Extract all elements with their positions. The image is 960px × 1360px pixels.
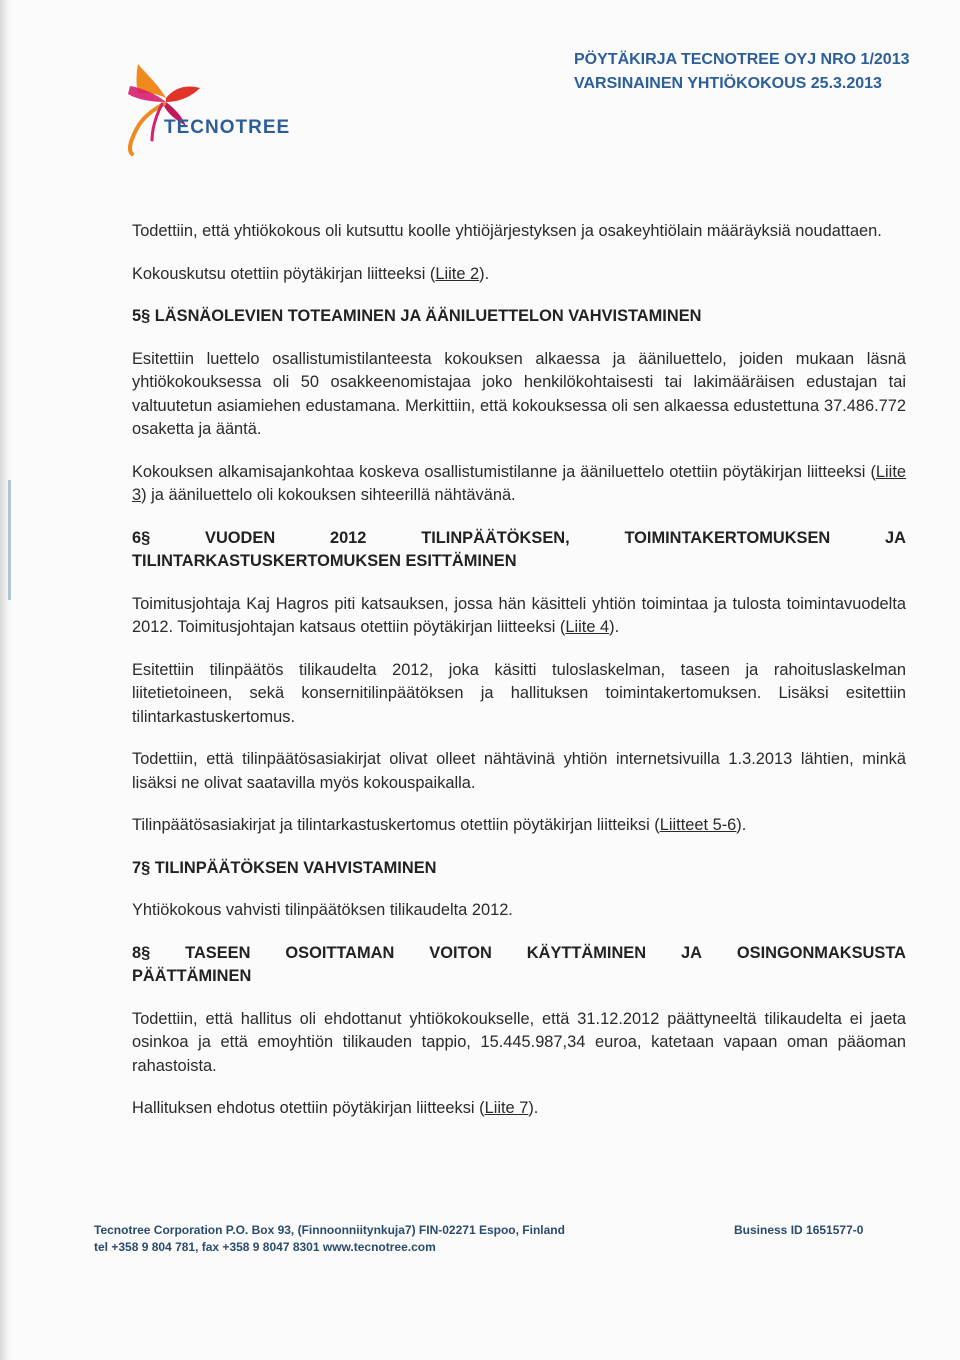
- section-8-heading-line-2: PÄÄTTÄMINEN: [132, 967, 252, 985]
- link-liite-3[interactable]: Liite 3: [132, 462, 906, 504]
- paragraph-s6-1: Toimitusjohtaja Kaj Hagros piti katsauksen, jossa hän käsitteli yhtiön toimintaa ja tulosta toimintavuodelta 2012. Toimitusjohtajan katsaus otettiin pöytäkirjan liitteeksi (Liite 4).: [132, 594, 906, 636]
- footer-address: Tecnotree Corporation P.O. Box 93, (Finnoonniitynkuja7) FIN-02271 Espoo, Finland: [94, 1223, 565, 1237]
- paragraph-s7-1: Yhtiökokous vahvisti tilinpäätöksen tilikaudelta 2012.: [132, 901, 513, 919]
- footer-contact-block: [94, 1222, 654, 1256]
- link-liite-7[interactable]: Liite 7: [484, 1099, 529, 1117]
- footer-contact: tel +358 9 804 781, fax +358 9 8047 8301 www.tecnotree.com: [94, 1240, 436, 1254]
- paragraph-s6-3: Todettiin, että tilinpäätösasiakirjat olivat olleet nähtävinä yhtiön internetsivuilla 1.3.2013 lähtien, minkä lisäksi ne olivat saatavilla myös kokouspaikalla.: [132, 750, 906, 792]
- paragraph-s5-2: Kokouksen alkamisajankohtaa koskeva osallistumistilanne ja ääniluettelo otettiin pöytäkirjan liitteeksi (Liite 3) ja ääniluettelo oli kokouksen sihteerillä nähtävänä.: [132, 462, 906, 504]
- paragraph-liite-2: Kokouskutsu otettiin pöytäkirjan liitteeksi (Liite 2).: [132, 264, 490, 283]
- section-8-heading-line-1: 8§ TASEEN OSOITTAMAN VOITON KÄYTTÄMINEN JA OSINGONMAKSUSTA: [132, 943, 906, 962]
- section-7-heading: 7§ TILINPÄÄTÖKSEN VAHVISTAMINEN: [132, 858, 437, 877]
- section-6-heading: [132, 527, 906, 574]
- scan-edge: [0, 0, 12, 1360]
- logo-wordmark: TECNOTREE: [164, 117, 291, 138]
- document-body: [132, 220, 906, 1140]
- document-header: [574, 48, 914, 96]
- paragraph-s8-2: Hallituksen ehdotus otettiin pöytäkirjan liitteeksi (Liite 7).: [132, 1099, 539, 1117]
- paragraph-s8-1: Todettiin, että hallitus oli ehdottanut yhtiökokoukselle, että 31.12.2012 päättyneeltä tilikaudelta ei jaeta osinkoa ja että emoyhtiön tilikauden tappio, 15.445.987,34 euroa, katetaan vapaan oman pääoman rahastoista.: [132, 1009, 906, 1075]
- link-liite-4[interactable]: Liite 4: [565, 618, 610, 636]
- section-8-heading: [132, 942, 906, 989]
- header-line-2: VARSINAINEN YHTIÖKOKOUS 25.3.2013: [574, 75, 882, 92]
- section-5-heading: 5§ LÄSNÄOLEVIEN TOTEAMINEN JA ÄÄNILUETTELON VAHVISTAMINEN: [132, 307, 702, 325]
- link-liite-2[interactable]: Liite 2: [435, 264, 480, 283]
- paragraph-s6-4: Tilinpäätösasiakirjat ja tilintarkastuskertomus otettiin pöytäkirjan liitteiksi (Liitteet 5-6).: [132, 816, 747, 834]
- paragraph-kutsu: Todettiin, että yhtiökokous oli kutsuttu koolle yhtiöjärjestyksen ja osakeyhtiölain määräyksiä noudattaen.: [132, 222, 882, 240]
- section-6-heading-line-2: TILINTARKASTUSKERTOMUKSEN ESITTÄMINEN: [132, 552, 517, 570]
- paragraph-s6-2: Esitettiin tilinpäätös tilikaudelta 2012, joka käsitti tuloslaskelman, taseen ja rahoituslaskelman liitetietoineen, sekä konsernitilinpäätöksen ja hallituksen toimintakertomuksen. Lisäksi esitettiin tilintarkastuskertomus.: [132, 660, 906, 726]
- link-liitteet-5-6[interactable]: Liitteet 5-6: [659, 816, 737, 834]
- tecnotree-logo-icon: [108, 58, 308, 158]
- footer-business-id: Business ID 1651577-0: [734, 1223, 864, 1237]
- section-6-heading-line-1: 6§ VUODEN 2012 TILINPÄÄTÖKSEN, TOIMINTAKERTOMUKSEN JA: [132, 528, 906, 547]
- scan-mark: [8, 480, 11, 600]
- paragraph-s5-1: Esitettiin luettelo osallistumistilanteesta kokouksen alkaessa ja ääniluettelo, joiden mukaan läsnä yhtiökokouksessa oli 50 osakkeenomistajaa joko henkilökohtaisesti tai lakimääräisen edustajan tai valtuutetun asiamiehen edustamana. Merkittiin, että kokouksessa oli sen alkaessa edustettuna 37.486.772 osaketta ja ääntä.: [132, 349, 906, 438]
- header-line-1: PÖYTÄKIRJA TECNOTREE OYJ NRO 1/2013: [574, 51, 910, 68]
